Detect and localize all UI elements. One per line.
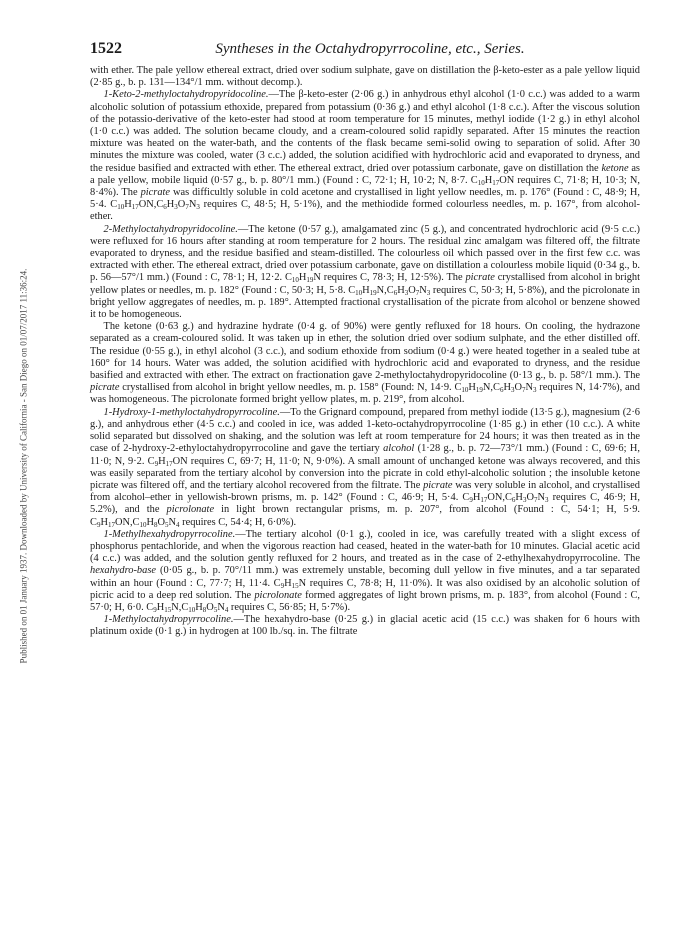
text-run: N <box>217 601 225 613</box>
formula-subscript: 9 <box>469 496 473 505</box>
text-run: N <box>419 284 427 296</box>
formula-subscript: 3 <box>196 203 200 212</box>
text-run: in light brown rectangular prisms, m. p. 207°, from alcohol (Found : C, 54·1; H, 5·9. C <box>90 504 640 528</box>
text-run: was very soluble in alcohol, and crystallised from alcohol–ether in yellowish-brown prisms, m. p. 142° (Found : C, 46·9; H, 5·4. C <box>90 479 640 504</box>
text-run: formed aggregates of light brown prisms, m. p. 183°, from alcohol (Found : C, 57·0; H, 6·0. C <box>90 589 641 613</box>
download-notice <box>16 146 30 786</box>
formula-subscript: 10 <box>139 520 147 529</box>
formula-subscript: 17 <box>131 203 139 212</box>
text-run: O <box>157 516 166 528</box>
paragraph-p0 <box>90 65 640 89</box>
italic-term: 2-Methyloctahydropyridocoline. <box>103 223 238 235</box>
text-run: was difficultly soluble in cold acetone and crystallised in light yellow needles, m. p. 176° (Found : C, 48·9; H, 5·4. C <box>90 187 640 211</box>
text-run: N <box>188 199 197 211</box>
text-run: H <box>503 382 511 394</box>
formula-subscript: 8 <box>154 520 158 529</box>
text-run: requires C, 56·85; H, 5·7%). <box>228 601 351 613</box>
italic-term: hexahydro-base <box>90 565 156 577</box>
text-run: O <box>408 284 416 296</box>
formula-subscript: 9 <box>280 581 285 590</box>
formula-subscript: 17 <box>165 459 173 468</box>
formula-subscript: 19 <box>306 276 314 285</box>
formula-subscript: 10 <box>188 605 196 614</box>
formula-subscript: 6 <box>393 288 398 297</box>
text-run: —The hexahydro-base (0·25 g.) in glacial acetic acid (15 c.c.) was shaken for 6 hours with platinum oxide (0·1 g.) in hydrogen at 100 lb./sq. in. The filtrate <box>90 614 640 638</box>
download-notice-text: Published on 01 January 1937. Downloaded by University of California - San Diego on 01/07/2017 11:36:24. <box>18 268 28 664</box>
formula-subscript: 5 <box>165 520 169 529</box>
formula-subscript: 9 <box>153 605 157 614</box>
text-run: N <box>525 382 533 394</box>
formula-subscript: 17 <box>107 520 115 529</box>
text-run: N <box>168 516 177 528</box>
formula-subscript: 3 <box>510 386 515 395</box>
text-run: requires N, 14·7%), and was homogeneous. The picrolonate formed bright yellow plates, m. p. 219°, from alcohol. <box>90 382 640 406</box>
text-run: —The tertiary alcohol (0·1 g.), cooled in ice, was carefully treated with a slight excess of phosphorus pentachloride, and when the vigorous reaction had ceased, heated in the water-bath for 10 minutes. Glacial acetic acid (4 c.c.) was added, and the solution gently refluxed for 2 hours, and treated as in the case of 2-ethylhexahydropyrrocoline. The <box>90 528 640 565</box>
text-run: H <box>472 492 481 504</box>
formula-subscript: 3 <box>522 496 527 505</box>
text-run: requires C, 46·9; H, 5.2%), and the <box>90 492 640 516</box>
formula-subscript: 6 <box>163 203 167 212</box>
formula-subscript: 19 <box>369 288 377 297</box>
text-run: H <box>515 492 523 504</box>
paragraph-p6 <box>90 614 640 638</box>
text-run: (0·05 g., b. p. 70°/11 mm.) was extremely unstable, becoming dull yellow in five minutes, and a tar separated within an hour (Found : C, 77·7; H, 11·4. C <box>90 565 640 589</box>
formula-subscript: 17 <box>480 496 488 505</box>
text-run: O <box>526 492 534 504</box>
text-run: —The β-keto-ester (2·06 g.) in anhydrous ethyl alcohol (1·0 c.c.) was added to a warm alcoholic solution of potassium ethoxide, prepared from potassium (0·36 g.) and ethyl alcohol (1·8 c.c.). After the viscous solution of the potassio-derivative of the keto-ester had stood at room temperature for 15 minutes, methyl iodide (1·2 g.) in ethyl alcohol (1·0 c.c.) was added. The solution became cloudy, and a cream-coloured solid rapidly separated. After 15 minutes the reaction mixture was heated on the water-bath, and the contents of the flask became semi-solid owing to separation of solid. After 30 minutes the mixture was cooled, water (3 c.c.) added, the solution acidified with hydrochloric acid and evaporated to dryness, and the residue basified and extracted with ether. The ethereal extract, dried over potassium carbonate, gave on distillation the <box>90 89 640 174</box>
italic-term: 1-Methylhexahydropyrrocoline. <box>103 528 236 540</box>
text-run: requires C, 54·4; H, 6·0%). <box>179 516 297 528</box>
formula-subscript: 15 <box>164 605 172 614</box>
text-run: requires C, 48·5; H, 5·1%), and the methiodide formed colourless needles, m. p. 167°, from alcohol-ether. <box>90 199 641 223</box>
text-run: (1·28 g., b. p. 72—73°/1 mm.) (Found : C, 69·6; H, 11·0; N, 9·2. C <box>90 443 640 467</box>
italic-term: 1-Methyloctahydropyrrocoline. <box>103 614 234 626</box>
formula-subscript: 15 <box>291 581 299 590</box>
italic-term: alcohol <box>383 443 415 455</box>
text-run: ON,C <box>114 516 140 528</box>
text-run: O <box>177 199 186 211</box>
formula-subscript: 7 <box>521 386 526 395</box>
formula-subscript: 9 <box>96 520 101 529</box>
text-run: N,C <box>376 284 394 296</box>
text-run: H <box>484 174 493 186</box>
italic-term: 1-Hydroxy-1-methyloctahydropyrrocoline. <box>103 406 280 418</box>
paragraph-p5 <box>90 529 640 614</box>
formula-subscript: 4 <box>224 605 229 614</box>
formula-subscript: 10 <box>355 288 363 297</box>
text-run: with ether. The pale yellow ethereal extract, dried over sodium sulphate, gave on distillation the β-keto-ester as a pale yellow liquid (2·85 g., b. p. 131—134°/1 mm. without decomp.). <box>90 65 640 89</box>
paragraph-p3 <box>90 321 640 406</box>
italic-term: picrolonate <box>254 589 302 601</box>
text-run: H <box>362 284 370 296</box>
italic-term: picrate <box>90 382 120 394</box>
paragraph-p2 <box>90 224 640 322</box>
text-run: H <box>468 382 476 394</box>
formula-subscript: 3 <box>544 496 549 505</box>
italic-term: ketone <box>601 162 629 174</box>
text-run: H <box>397 284 405 296</box>
text-run: as a pale yellow, mobile liquid (0·57 g., b. p. 80°/1 mm.) (Found : C, 72·1; H, 10·2; N, 8·7. C <box>90 162 640 186</box>
paragraph-p1 <box>90 89 640 223</box>
text-run: N <box>537 492 545 504</box>
text-run: H <box>298 272 307 284</box>
formula-subscript: 7 <box>415 288 420 297</box>
text-run: N,C <box>482 382 500 394</box>
text-run: N requires C, 78·3; H, 12·5%). The <box>313 272 466 284</box>
page-number: 1522 <box>90 40 122 57</box>
text-run: H <box>146 516 155 528</box>
text-run: H <box>156 601 165 613</box>
journal-page <box>90 40 640 639</box>
italic-term: picrate <box>423 479 453 491</box>
running-title: Syntheses in the Octahydropyrrocoline, etc., Series. <box>215 41 525 57</box>
italic-term: picrate <box>140 187 171 199</box>
formula-subscript: 10 <box>461 386 469 395</box>
formula-subscript: 7 <box>533 496 538 505</box>
text-run: H <box>195 601 203 613</box>
text-run: H <box>166 199 175 211</box>
paragraph-p4 <box>90 407 640 529</box>
formula-subscript: 19 <box>475 386 483 395</box>
text-run: N requires C, 78·8; H, 11·0%). It was also oxidised by an alcoholic solution of picric acid to a deep red solution. The <box>90 577 640 601</box>
formula-subscript: 5 <box>213 605 218 614</box>
text-run: ON,C <box>487 492 512 504</box>
text-run: —To the Grignard compound, prepared from methyl iodide (13·5 g.), magnesium (2·6 g.), and anhydrous ether (4·5 c.c.) and cooled in ice, was added 1-keto-octahydropyrrocoline (1·85 g.) in ether (10 c.c.). A white solid separated but dissolved on shaking, and the solution was left at room temperature for 24 hours; it was then treated as in the case of 2-hydroxy-2-ethyloctahydropyrrocoline and gave the tertiary <box>90 406 640 455</box>
formula-subscript: 3 <box>174 203 178 212</box>
formula-subscript: 9 <box>154 459 159 468</box>
formula-subscript: 3 <box>532 386 537 395</box>
text-run: —The ketone (0·57 g.), amalgamated zinc (5 g.), and concentrated hydrochloric acid (9·5 c.c.) were refluxed for 16 hours after standing at room temperature for 2 hours. The residual zinc amalgam was filtered off, the filtrate evaporated to dryness, and the residue basified and steam-distilled. The colourless oil which passed over in the first few c.c. was extracted with ether. The ethereal extract, dried over potassium carbonate, gave on distillation a colourless mobile liquid (0·34 g., b. p. 56—57°/1 mm.) (Found : C, 78·1; H, 12·2. C <box>90 223 640 284</box>
formula-subscript: 17 <box>492 178 500 187</box>
text-run: H <box>158 455 166 467</box>
text-run: H <box>100 516 108 528</box>
formula-subscript: 3 <box>404 288 409 297</box>
text-run: N,C <box>171 601 189 613</box>
text-run: crystallised from alcohol in bright yellow plates or needles, m. p. 182° (Found : C, 50·3; H, 5·8. C <box>90 272 640 296</box>
formula-subscript: 7 <box>185 203 189 212</box>
text-run: ON requires C, 71·8; H, 10·3; N, 8·4%). The <box>90 174 641 199</box>
formula-subscript: 4 <box>176 520 180 529</box>
text-run: H <box>284 577 292 589</box>
text-run: H <box>124 199 132 211</box>
formula-subscript: 10 <box>117 203 125 212</box>
body-text <box>90 65 640 639</box>
text-run: crystallised from alcohol in bright yellow needles, m. p. 158° (Found: N, 14·9. C <box>119 382 462 394</box>
text-run: ON requires C, 69·7; H, 11·0; N, 9·0%). A small amount of unchanged ketone was always recovered, and this was easily separated from the tertiary alcohol by conversion into the picrate in cold ethyl-alcoholic solution ; the insoluble ketone picrate was filtered off, and the tertiary alcohol recovered from the filtrate. The <box>90 455 640 491</box>
page-header <box>90 40 640 58</box>
formula-subscript: 3 <box>426 288 431 297</box>
formula-subscript: 8 <box>202 605 207 614</box>
text-run: requires C, 50·3; H, 5·8%), and the picrolonate in bright yellow aggregates of needles, m. p. 189°. Attempted fractional crystallisation of the picrate from alcohol or benzene showed it to be homogeneous. <box>90 284 640 321</box>
text-run: O <box>514 382 522 394</box>
text-run: ON,C <box>138 199 164 211</box>
text-run: The ketone (0·63 g.) and hydrazine hydrate (0·4 g. of 90%) were gently refluxed for 18 hours. On cooling, the hydrazone separated as a cream-coloured solid. It was taken up in ether, the solution dried over sodium sulphate, and the ether distilled off. The residue (0·55 g.), in ethyl alcohol (3 c.c.), and sodium ethoxide from sodium (0·4 g.) were heated together in a sealed tube at 160° for 14 hours. Water was added, the solution acidified with hydrochloric acid and evaporated to dryness, and the residue basified and extracted with ether. The extract on fractionation gave 2-methyloctahydropyridocoline (0·13 g., b. p. 58°/1 mm.). The <box>90 321 640 382</box>
italic-term: picrate <box>465 272 495 284</box>
italic-term: 1-Keto-2-methyloctahydropyridocoline. <box>103 89 269 101</box>
formula-subscript: 6 <box>511 496 516 505</box>
text-run: O <box>206 601 214 613</box>
formula-subscript: 6 <box>499 386 504 395</box>
italic-term: picrolonate <box>166 504 215 516</box>
formula-subscript: 10 <box>477 178 485 187</box>
formula-subscript: 10 <box>291 276 299 285</box>
